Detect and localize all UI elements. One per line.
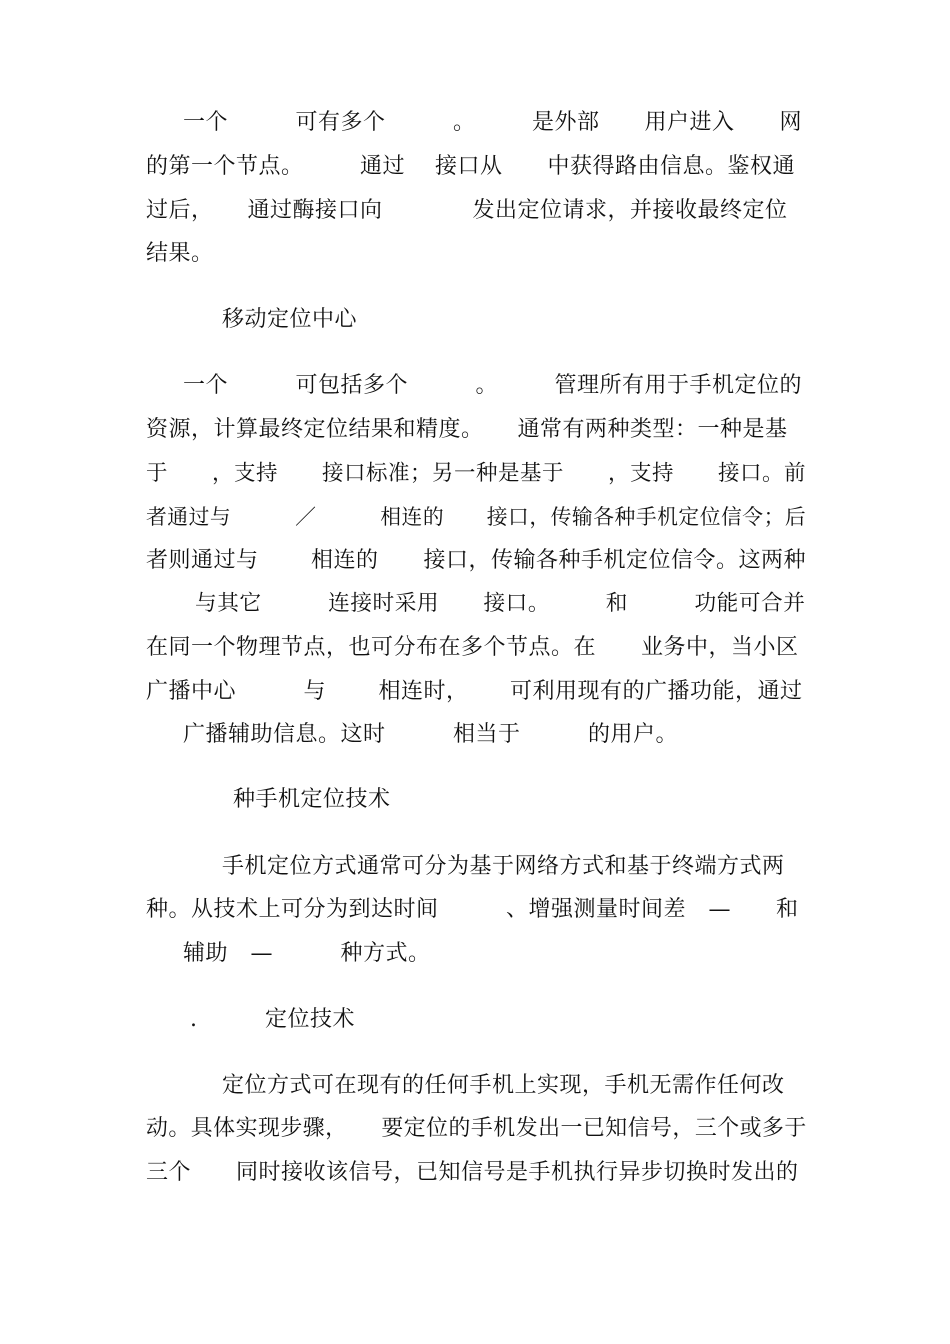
text-line: 一个 可有多个 。 是外部 用户进入 网 <box>183 110 803 135</box>
text-line: 一个 可包括多个 。 管理所有用于手机定位的 <box>183 373 803 398</box>
text-line: 动。具体实现步骤， 要定位的手机发出一已知信号，三个或多于 <box>146 1116 807 1141</box>
text-line: 广播辅助信息。这时 相当于 的用户。 <box>183 722 679 747</box>
text-line: 在同一个物理节点，也可分布在多个节点。在 业务中，当小区 <box>146 635 799 660</box>
text-line: 手机定位方式通常可分为基于网络方式和基于终端方式两 <box>222 854 785 879</box>
text-line: 与其它 连接时采用 接口。 和 功能可合并 <box>195 591 806 616</box>
section-heading: 移动定位中心 <box>222 307 358 332</box>
text-line: 种。从技术上可分为到达时间 、增强测量时间差 — 和 <box>146 897 799 922</box>
text-line: 过后， 通过酶接口向 发出定位请求，并接收最终定位 <box>146 198 788 223</box>
text-line: 者则通过与 相连的 接口，传输各种手机定位信令。这两种 <box>146 548 806 573</box>
text-line: 的第一个节点。 通过 接口从 中获得路由信息。鉴权通 <box>146 154 795 179</box>
text-line: 广播中心 与 相连时， 可利用现有的广播功能，通过 <box>146 679 803 704</box>
text-line: 结果。 <box>146 241 214 266</box>
section-heading: . 定位技术 <box>190 1007 355 1032</box>
text-line: 辅助 — 种方式。 <box>183 941 431 966</box>
text-line: 者通过与 ／ 相连的 接口，传输各种手机定位信令；后 <box>146 505 807 529</box>
text-line: 三个 同时接收该信号，已知信号是手机执行异步切换时发出的 <box>146 1160 799 1185</box>
section-heading: 种手机定位技术 <box>233 787 391 812</box>
text-line: 定位方式可在现有的任何手机上实现，手机无需作任何改 <box>222 1073 785 1098</box>
text-line: 于 ，支持 接口标准；另一种是基于 ，支持 接口。前 <box>146 461 807 486</box>
text-line: 资源，计算最终定位结果和精度。 通常有两种类型：一种是基 <box>146 417 788 442</box>
